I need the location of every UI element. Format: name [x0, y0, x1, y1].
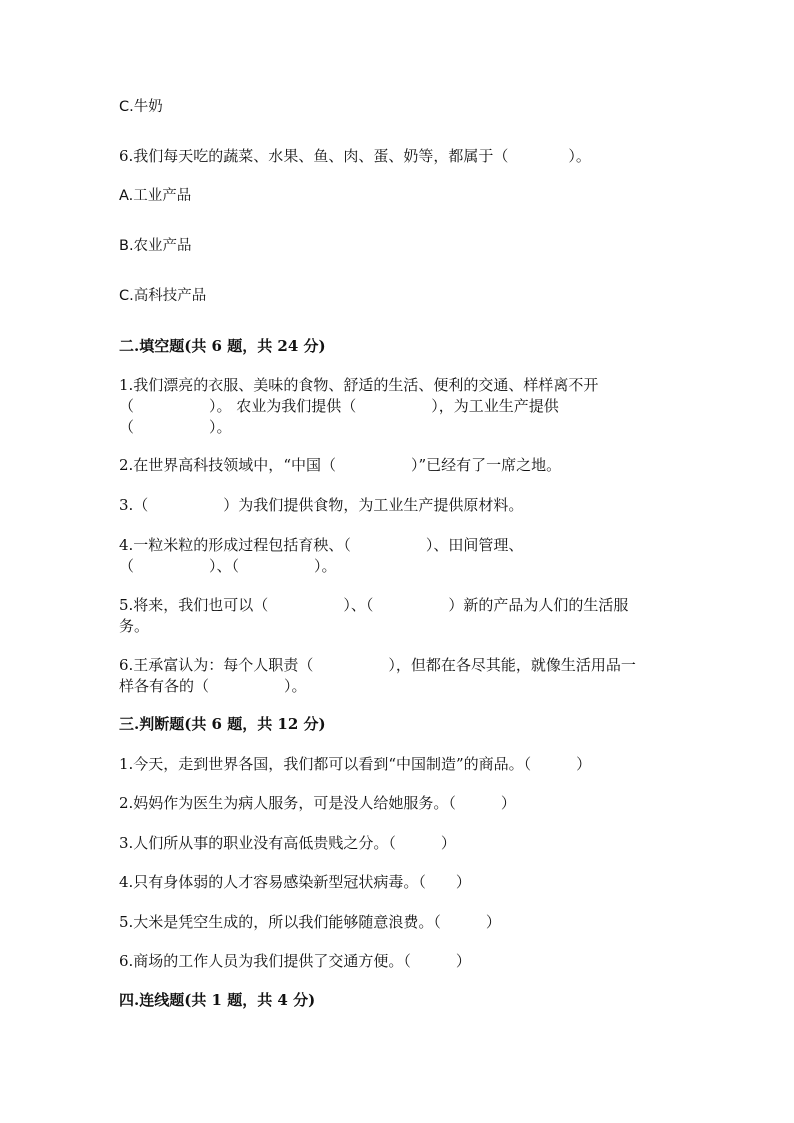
question-line: （ ）、（ ）。: [119, 557, 337, 575]
question-line: 务。: [119, 617, 150, 635]
question-line: 样各有各的（ ）。: [119, 677, 307, 695]
question-line: 5.将来，我们也可以（ ）、（ ）新的产品为人们的生活服: [119, 596, 629, 614]
question-line: 2.在世界高科技领域中，“中国（ ）”已经有了一席之地。: [119, 456, 562, 474]
section-heading: 四.连线题(共 1 题，共 4 分): [119, 991, 316, 1009]
question-line: 6.我们每天吃的蔬菜、水果、鱼、肉、蛋、奶等，都属于（ ）。: [119, 147, 591, 165]
answer-option: B.农业产品: [119, 238, 192, 254]
question-line: 6.商场的工作人员为我们提供了交通方便。（ ）: [119, 952, 471, 970]
question-line: 1.我们漂亮的衣服、美味的食物、舒适的生活、便利的交通、样样离不开: [119, 376, 599, 394]
question-line: 2.妈妈作为医生为病人服务，可是没人给她服务。（ ）: [119, 794, 516, 812]
question-line: （ ）。 农业为我们提供（ ），为工业生产提供: [119, 397, 559, 415]
question-line: 3.人们所从事的职业没有高低贵贱之分。（ ）: [119, 834, 456, 852]
section-heading: 三.判断题(共 6 题，共 12 分): [119, 715, 326, 733]
question-line: 5.大米是凭空生成的，所以我们能够随意浪费。（ ）: [119, 913, 501, 931]
question-line: （ ）。: [119, 418, 232, 436]
answer-option: C.高科技产品: [119, 288, 207, 304]
answer-option: C.牛奶: [119, 99, 163, 115]
question-line: 4.只有身体弱的人才容易感染新型冠状病毒。（ ）: [119, 873, 471, 891]
section-heading: 二.填空题(共 6 题，共 24 分): [119, 337, 326, 355]
answer-option: A.工业产品: [119, 188, 192, 204]
question-line: 6.王承富认为：每个人职责（ ），但都在各尽其能，就像生活用品一: [119, 656, 636, 674]
question-line: 4.一粒米粒的形成过程包括育秧、（ ）、田间管理、: [119, 536, 524, 554]
question-line: 1.今天，走到世界各国，我们都可以看到“中国制造”的商品。（ ）: [119, 755, 592, 773]
question-line: 3.（ ）为我们提供食物，为工业生产提供原材料。: [119, 496, 524, 514]
